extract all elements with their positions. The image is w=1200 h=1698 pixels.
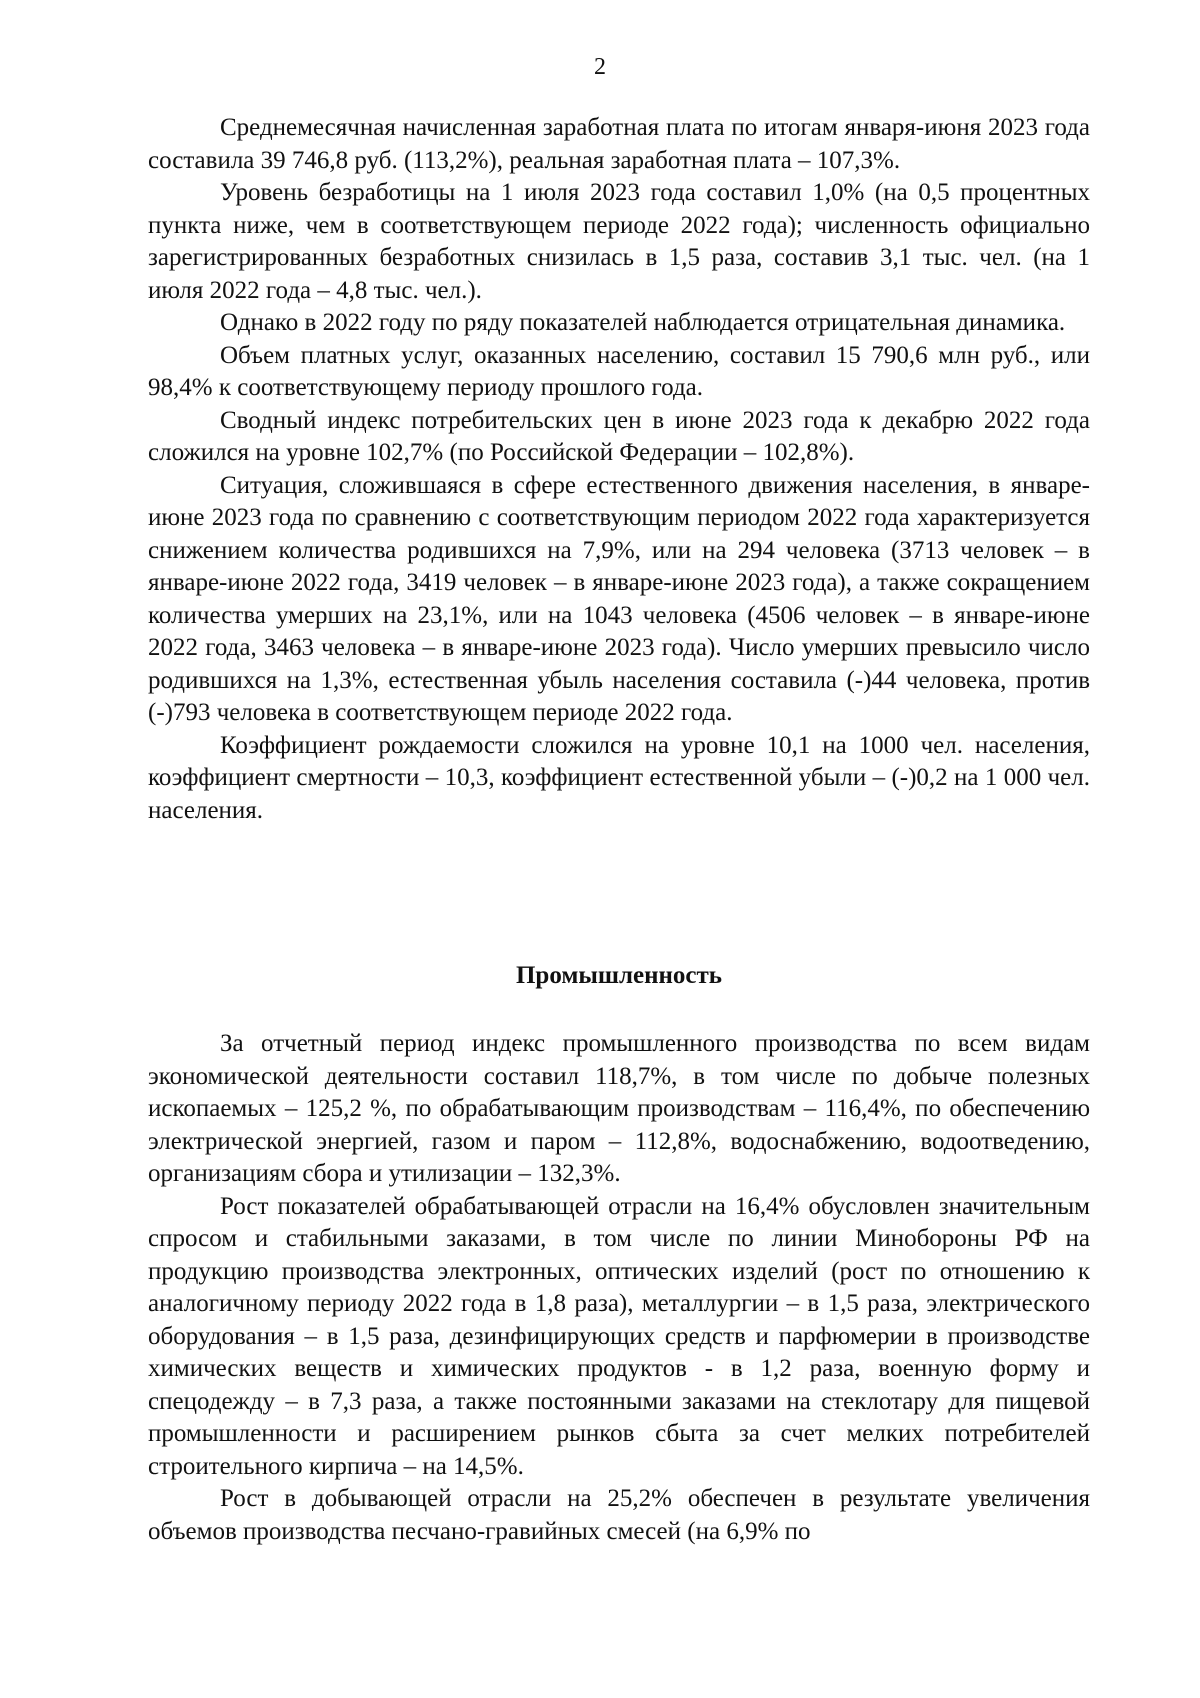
paragraph-industrial-index: За отчетный период индекс промышленного производства по всем видам экономической деятельности составил 118,7%, в том числе по добыче полезных ископаемых – 125,2 %, по обрабатывающим производствам – 116,4%, по обеспечению электрической энергией, газом и паром – 112,8%, водоснабжению, водоотведению, организациям сбора и утилизации – 132,3%.: [148, 1030, 1090, 1187]
page-number: 2: [594, 54, 606, 80]
paragraph-population-movement: Ситуация, сложившаяся в сфере естественного движения населения, в январе-июне 2023 года по сравнению с соответствующим периодом 2022 года характеризуется снижением количества родившихся на 7,9%, или на 294 человека (3713 человек – в январе-июне 2022 года, 3419 человек – в январе-июне 2023 года), а также сокращением количества умерших на 23,1%, или на 1043 человека (4506 человек – в январе-июне 2022 года, 3463 человека – в январе-июне 2023 года). Число умерших превысило число родившихся на 1,3%, естественная убыль населения составила (-)44 человека, против (-)793 человека в соответствующем периоде 2022 года.: [148, 471, 1090, 726]
paragraph-wages: Среднемесячная начисленная заработная плата по итогам января-июня 2023 года составила 39 746,8 руб. (113,2%), реальная заработная плата – 107,3%.: [148, 114, 1090, 174]
paragraph-birth-death-rates: Коэффициент рождаемости сложился на уровне 10,1 на 1000 чел. населения, коэффициент смертности – 10,3, коэффициент естественной убыли – (-)0,2 на 1 000 чел. населения.: [148, 731, 1090, 824]
paragraph-negative-dynamics: Однако в 2022 году по ряду показателей наблюдается отрицательная динамика.: [220, 309, 1066, 336]
paragraph-consumer-prices: Сводный индекс потребительских цен в июне 2023 года к декабрю 2022 года сложился на уровне 102,7% (по Российской Федерации – 102,8%).: [148, 406, 1090, 466]
paragraph-manufacturing-growth: Рост показателей обрабатывающей отрасли на 16,4% обусловлен значительным спросом и стабильными заказами, в том числе по линии Минобороны РФ на продукцию производства электронных, оптических изделий (рост по отношению к аналогичному периоду 2022 года в 1,8 раза), металлургии – в 1,5 раза, электрического оборудования – в 1,5 раза, дезинфицирующих средств и парфюмерии в производстве химических веществ и химических продуктов - в 1,2 раза, военную форму и спецодежду – в 7,3 раза, а также постоянными заказами на стеклотару для пищевой промышленности и расширением рынков сбыта за счет мелких потребителей строительного кирпича – на 14,5%.: [148, 1192, 1090, 1480]
section-heading-industry: Промышленность: [515, 962, 723, 989]
paragraph-paid-services: Объем платных услуг, оказанных населению, составил 15 790,6 млн руб., или 98,4% к соответствующему периоду прошлого года.: [148, 341, 1090, 401]
economic-indicators-section: [148, 112, 1090, 827]
paragraph-mining-growth: Рост в добывающей отрасли на 25,2% обеспечен в результате увеличения объемов производства песчано-гравийных смесей (на 6,9% по: [148, 1485, 1090, 1545]
paragraph-unemployment: Уровень безработицы на 1 июля 2023 года составил 1,0% (на 0,5 процентных пункта ниже, чем в соответствующем периоде 2022 года); численность официально зарегистрированных безработных снизилась в 1,5 раза, составив 3,1 тыс. чел. (на 1 июля 2022 года – 4,8 тыс. чел.).: [148, 179, 1090, 304]
industry-section: [148, 1028, 1090, 1548]
